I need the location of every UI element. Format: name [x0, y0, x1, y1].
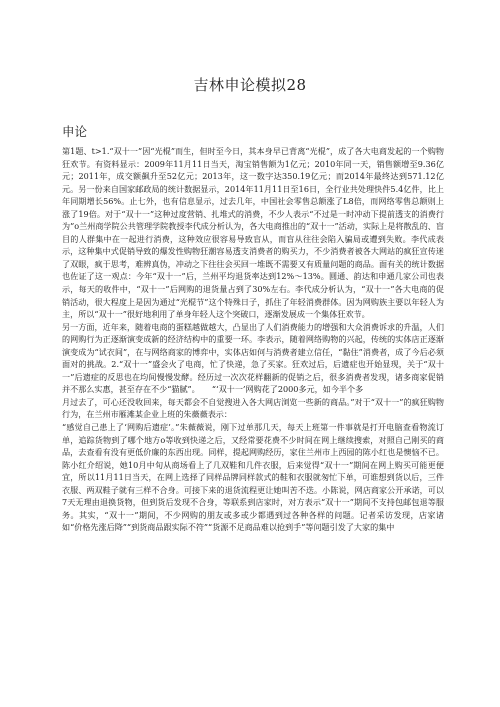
paragraph: 另一方面，近年来，随着电商的蛋糕越做越大，凸显出了人们消费能力的增强和大众消费诉求的升温，人们的网购行为正逐渐演变成新的经济结构中的重要一环。李表示，随着网络购物的兴起，传统的实体店正逐渐演变成为“试衣间”，在与网络商家的博弈中，实体店如何与消费者建立信任，“黏住”消费者，成了今后必须面对的挑战。2.“双十一”盛会火了电商，忙了快递，急了买家。狂欢过后，后遗症也开始显现，关于“双十一”后遗症的反思也在均间慢慢发酵。经历过一次次花样翻新的促销之后，很多消费者发现，诸多商家促销并不那么实惠，甚至存在不少“猫腻”。 “‘双十一’网购花了2000多元，如今半个多: [62, 321, 444, 395]
section-heading: 申论: [62, 124, 88, 139]
paragraph: 第1题、t>1.“双十一”因“光棍”而生，但时至今日，其本身早已背离“光棍”，成了各大电商发起的一个购物狂欢节。有资料显示：2009年11月11日当天，淘宝销售额为1亿元；2010年同一天，销售额增至9.36亿元；2011年，成交额飙升至52亿元；2013年，这一数字达350.19亿元；而2014年最终达到571.12亿元。另一份来自国家邮政局的统计数据显示，2014年11月11日至16日，全行业共处理快件5.4亿件，比上年同期增长56%。止七外，也有信息显示，过去几年，中国社会零售总额涨了L8倍，而网络零售总额则上涨了19倍。对于“双十一”这种过度营销、扎堆式的消费，不少人表示“不过是一时冲动下提前透支的消费行为”o兰州商学院公共管理学院教授李代成分析认为，各大电商推出的“双十一”活动，实际上是将散乱的、盲目的人群集中在一起进行消费，这种效应很容易导致盲从，而盲从往往会陷入骗局或遭到失败。李代成表示，这种集中式促销导致的爆发性购物狂潮容易透支消费者的购买力，不少消费者被各大网站的疯狂宣传迷了双眼，疯于思考，难辨真伪，冲动之下往往会买回一堆既不需要又有质量问题的商品。面有关的统计数据也佐证了这一观点：今年“双十一”后，兰州平均退货率达到12%〜13%。圆通、韵达和申通几家公司也表示，每天的收件中，“双十一”后网购的退货量占到了30%左右。李代成分析认为，“双十一”各大电商的促销活动，很大程度上是因为通过“光棍节”这个特殊日子，抓住了年轻消费群体。因为网购族主要以年轻人为主，所以“双十一”很好地利用了单身年轻人这个突破口，逐渐发展成一个集体狂欢节。: [62, 146, 444, 320]
paragraph: 月过去了，可心还没收回来，每天都会不自觉搜进入各大网店浏览一些新的商品。”对于“双十一”的疯狂购物行为，在兰州市雁滩某企业上班的朱薇薇表示：: [62, 396, 444, 420]
document-body: [62, 145, 444, 534]
document-title: 吉林申论模拟28: [193, 76, 307, 94]
paragraph: “感觉自己患上了‘网购后遗症’。”朱薇薇说，刚下过单那几天，每天上班第一件事就是打开电脑查看物流订单，追踪货物到了哪个地方o等收到快递之后，又经常要花费不少时间在网上继续搜索，对照自己刚买的商品，去查看有没有更低价廉的东西出现。同样，提起网购经历，家住兰州市上西园的陈小红也是懊恼不已。陈小红介绍说，她10月中旬从商场看上了几双鞋和几件衣服，后来觉得“双十一”期间在网上购买可能更便宜，所以11月11日当天，在网上选择了同样品牌同样款式的鞋和衣服就匆忙下单，可谁想到货以后，三件衣服、两双鞋子就有三样不合身。可接下来的退货流程更让她叫苦不迭。小陈说，网店商家公开承诺，可以7天无理由退换货物，但到货后发现不合身，等联系到店家时，对方表示“双十一”期间不支持包邮包退等服务。其实，“双十一”期间，不少网购的朋友或多或少都遇到过各种各样的问题。记者采访发现，店家诸如“价格先涨后降”“到货商品跟实际不符”“货源不足商品难以抢到手”等问题引发了大家的集中: [62, 422, 444, 533]
